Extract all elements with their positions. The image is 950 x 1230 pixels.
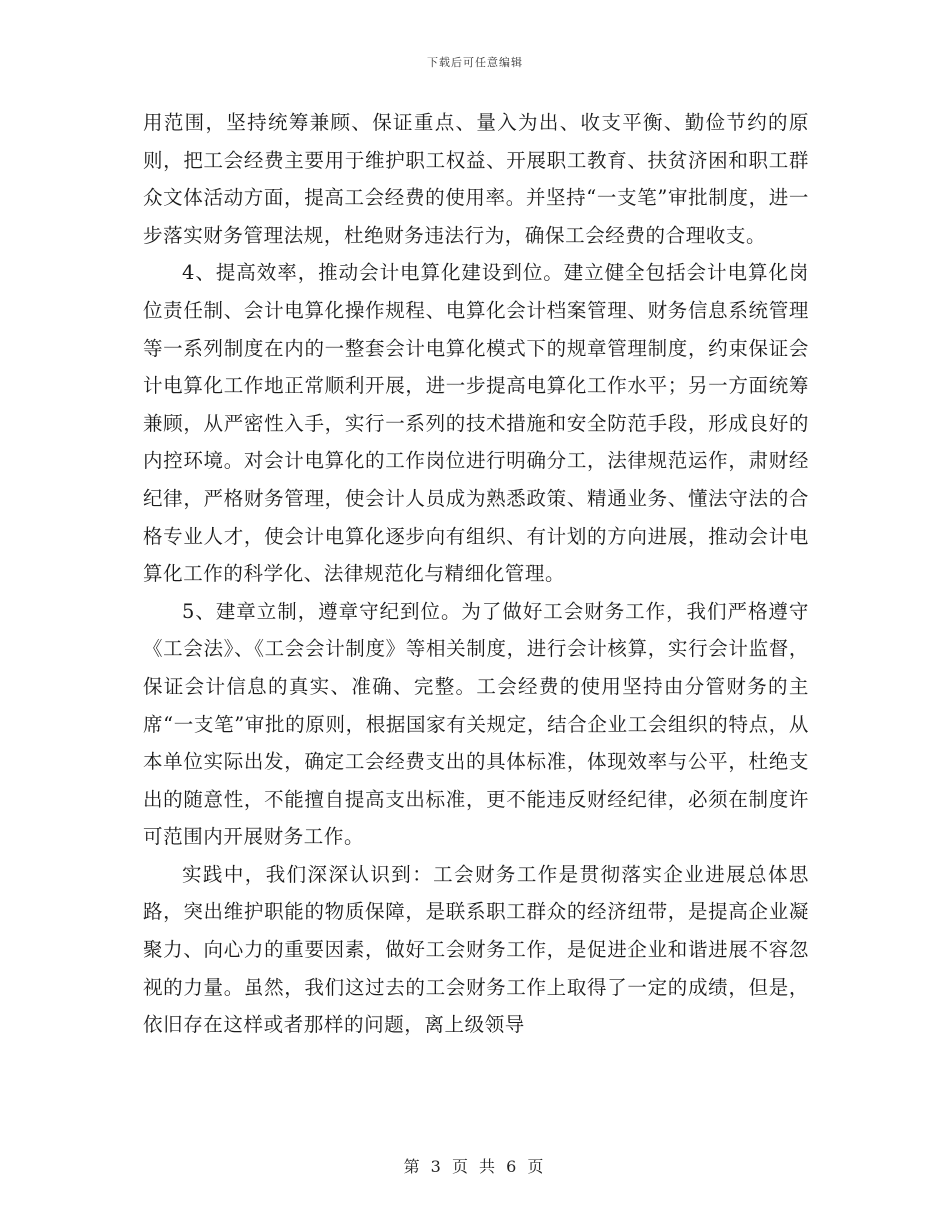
document-body	[143, 104, 809, 1044]
paragraph-continuation: 用范围，坚持统筹兼顾、保证重点、量入为出、收支平衡、勤俭节约的原则，把工会经费主要用于维护职工权益、开展职工教育、扶贫济困和职工群众文体活动方面，提高工会经费的使用率。并坚持“一支笔”审批制度，进一步落实财务管理法规，杜绝财务违法行为，确保工会经费的合理收支。	[143, 111, 809, 247]
paragraph-item-4: 4、提高效率，推动会计电算化建设到位。建立健全包括会计电算化岗位责任制、会计电算化操作规程、电算化会计档案管理、财务信息系统管理等一系列制度在内的一整套会计电算化模式下的规章管理制度，约束保证会计电算化工作地正常顺利开展，进一步提高电算化工作水平；另一方面统筹兼顾，从严密性入手，实行一系列的技术措施和安全防范手段，形成良好的内控环境。对会计电算化的工作岗位进行明确分工，法律规范运作，肃财经纪律，严格财务管理，使会计人员成为熟悉政策、精通业务、懂法守法的合格专业人才，使会计电算化逐步向有组织、有计划的方向进展，推动会计电算化工作的科学化、法律规范化与精细化管理。	[143, 261, 809, 586]
paragraph-practice: 实践中，我们深深认识到：工会财务工作是贯彻落实企业进展总体思路，突出维护职能的物质保障，是联系职工群众的经济纽带，是提高企业凝聚力、向心力的重要因素，做好工会财务工作，是促进企业和谐进展不容忽视的力量。虽然，我们这过去的工会财务工作上取得了一定的成绩，但是，依旧存在这样或者那样的问题，离上级领导	[143, 862, 809, 1037]
paragraph-item-5: 5、建章立制，遵章守纪到位。为了做好工会财务工作，我们严格遵守《工会法》、《工会会计制度》等相关制度，进行会计核算，实行会计监督，保证会计信息的真实、准确、完整。工会经费的使用坚持由分管财务的主席“一支笔”审批的原则，根据国家有关规定，结合企业工会组织的特点，从本单位实际出发，确定工会经费支出的具体标准，体现效率与公平，杜绝支出的随意性，不能擅自提高支出标准，更不能违反财经纪律，必须在制度许可范围内开展财务工作。	[143, 599, 809, 849]
page-header: 下载后可任意编辑	[427, 56, 523, 69]
page-footer: 第 3 页 共 6 页	[403, 1157, 547, 1176]
